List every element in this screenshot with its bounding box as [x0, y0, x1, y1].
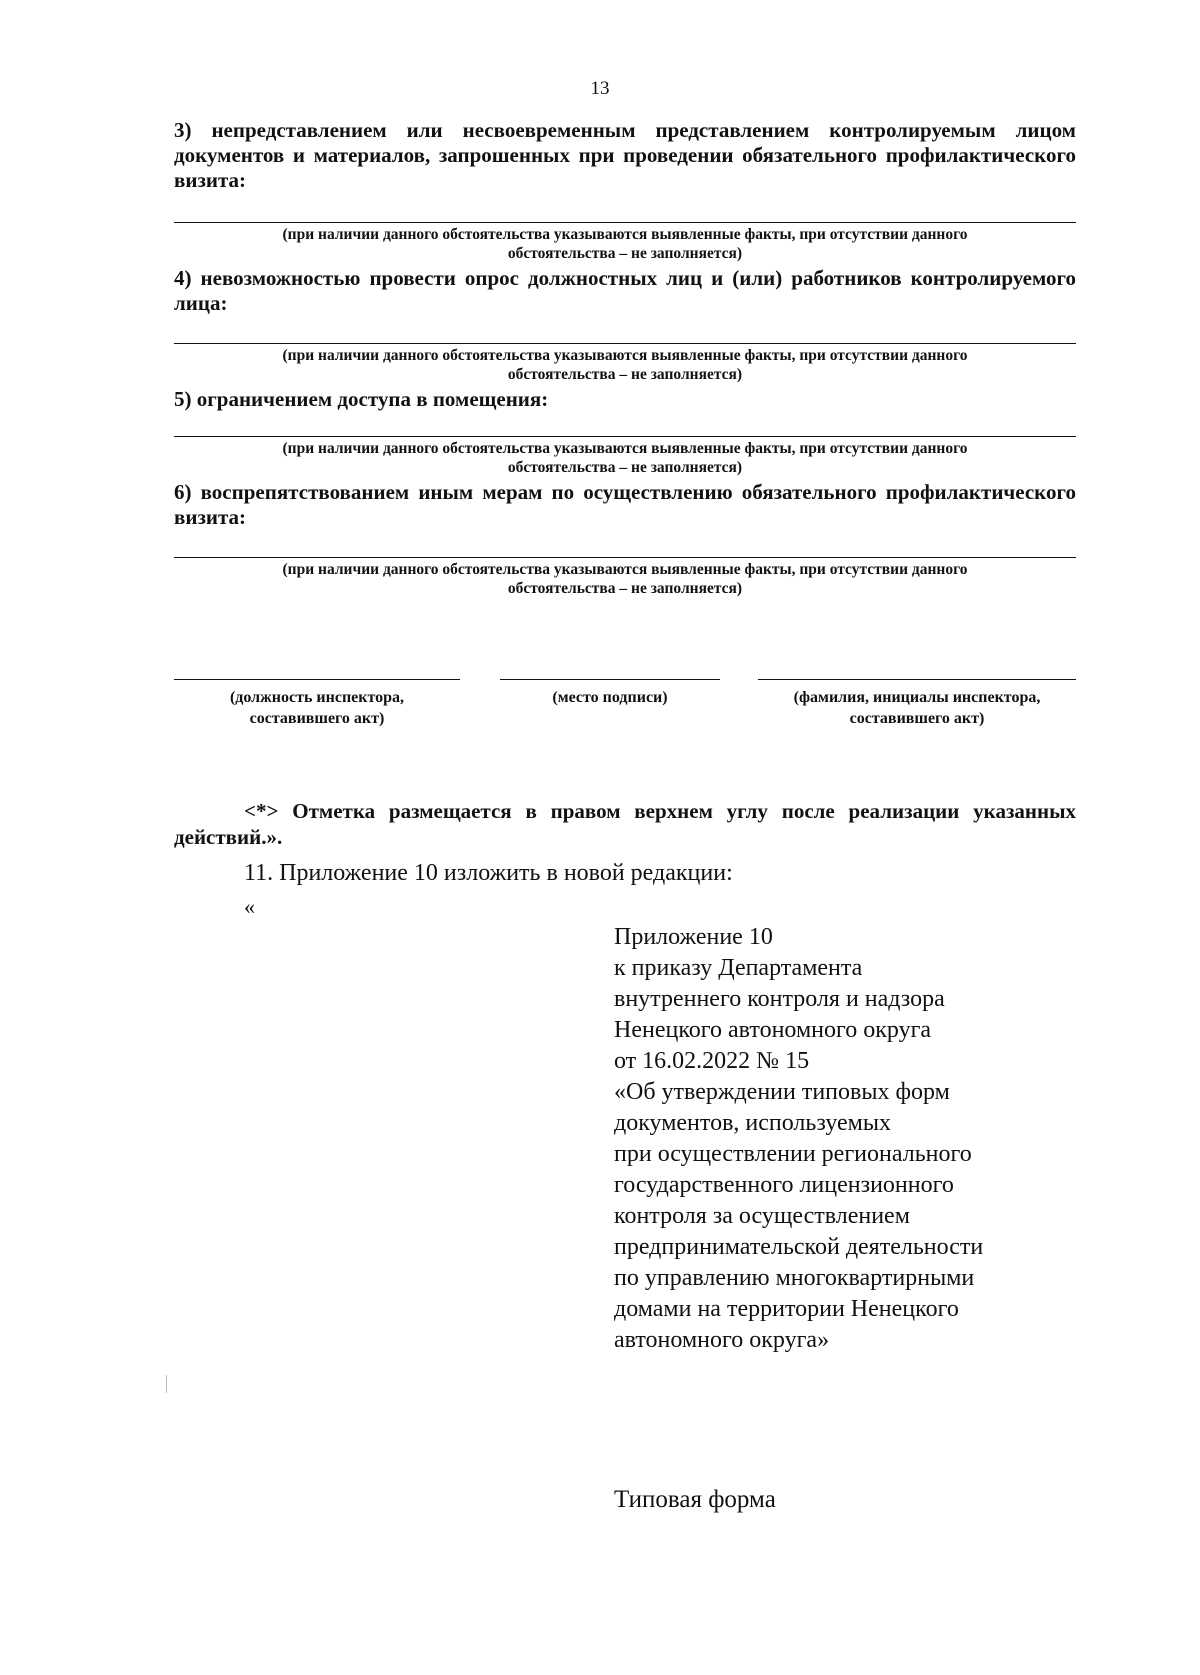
footnote-line-1: <*> Отметка размещается в правом верхнем углу после реализации указанных	[244, 799, 1076, 823]
signature-line-place	[500, 679, 720, 680]
appendix-line: «Об утверждении типовых форм	[614, 1079, 950, 1105]
hint-line-2: обстоятельства – не заполняется)	[507, 245, 743, 262]
caption-line: (фамилия, инициалы инспектора,	[793, 689, 1041, 706]
signature-line-position	[174, 679, 460, 680]
signature-caption-name	[758, 687, 1076, 729]
fill-line-item-6	[174, 557, 1076, 558]
margin-mark	[166, 1375, 167, 1393]
amendment-text: 11. Приложение 10 изложить в новой редакции:	[244, 860, 733, 886]
opening-quote: «	[244, 894, 255, 919]
hint-line-2: обстоятельства – не заполняется)	[507, 366, 743, 383]
appendix-line: государственного лицензионного	[614, 1172, 954, 1198]
signature-line-name	[758, 679, 1076, 680]
appendix-line: внутреннего контроля и надзора	[614, 986, 945, 1012]
caption-line: (должность инспектора,	[229, 689, 405, 706]
appendix-line: документов, используемых	[614, 1110, 891, 1136]
hint-line-2: обстоятельства – не заполняется)	[507, 459, 743, 476]
caption-line: составившего акт)	[249, 710, 385, 727]
hint-line-1: (при наличии данного обстоятельства указываются выявленные факты, при отсутствии данного	[282, 561, 968, 578]
footnote-line-2: действий.».	[174, 825, 283, 849]
appendix-line: Приложение 10	[614, 924, 773, 950]
hint-item-3	[174, 225, 1076, 263]
appendix-line: предпринимательской деятельности	[614, 1234, 984, 1260]
appendix-line: по управлению многоквартирными	[614, 1265, 975, 1291]
hint-item-5	[174, 439, 1076, 477]
appendix-line: домами на территории Ненецкого	[614, 1296, 959, 1322]
hint-line-1: (при наличии данного обстоятельства указываются выявленные факты, при отсутствии данного	[282, 440, 968, 457]
appendix-header	[614, 922, 1084, 1356]
appendix-line: автономного округа»	[614, 1327, 830, 1353]
hint-line-1: (при наличии данного обстоятельства указываются выявленные факты, при отсутствии данного	[282, 347, 968, 364]
item-4-text: 4) невозможностью провести опрос должностных лиц и (или) работников контролируемого лица:	[174, 266, 1076, 315]
item-6-text: 6) воспрепятствованием иным мерам по осуществлению обязательного профилактического визита:	[174, 480, 1076, 529]
page-number: 13	[590, 78, 610, 99]
signature-caption-place: (место подписи)	[552, 689, 668, 706]
fill-line-item-4	[174, 343, 1076, 344]
hint-line-1: (при наличии данного обстоятельства указываются выявленные факты, при отсутствии данного	[282, 226, 968, 243]
caption-line: составившего акт)	[849, 710, 985, 727]
fill-line-item-5	[174, 436, 1076, 437]
signature-caption-position	[174, 687, 460, 729]
item-3-text: 3) непредставлением или несвоевременным представлением контролируемым лицом документов и материалов, запрошенных при проведении обязательного профилактического визита:	[174, 118, 1076, 192]
appendix-line: от 16.02.2022 № 15	[614, 1048, 810, 1074]
fill-line-item-3	[174, 222, 1076, 223]
item-5-text: 5) ограничением доступа в помещения:	[174, 387, 549, 411]
appendix-line: при осуществлении регионального	[614, 1141, 972, 1167]
appendix-line: контроля за осуществлением	[614, 1203, 910, 1229]
form-type-label: Типовая форма	[614, 1486, 776, 1513]
hint-line-2: обстоятельства – не заполняется)	[507, 580, 743, 597]
hint-item-6	[174, 560, 1076, 598]
hint-item-4	[174, 346, 1076, 384]
appendix-line: к приказу Департамента	[614, 955, 863, 981]
footnote	[174, 798, 1076, 850]
appendix-line: Ненецкого автономного округа	[614, 1017, 932, 1043]
